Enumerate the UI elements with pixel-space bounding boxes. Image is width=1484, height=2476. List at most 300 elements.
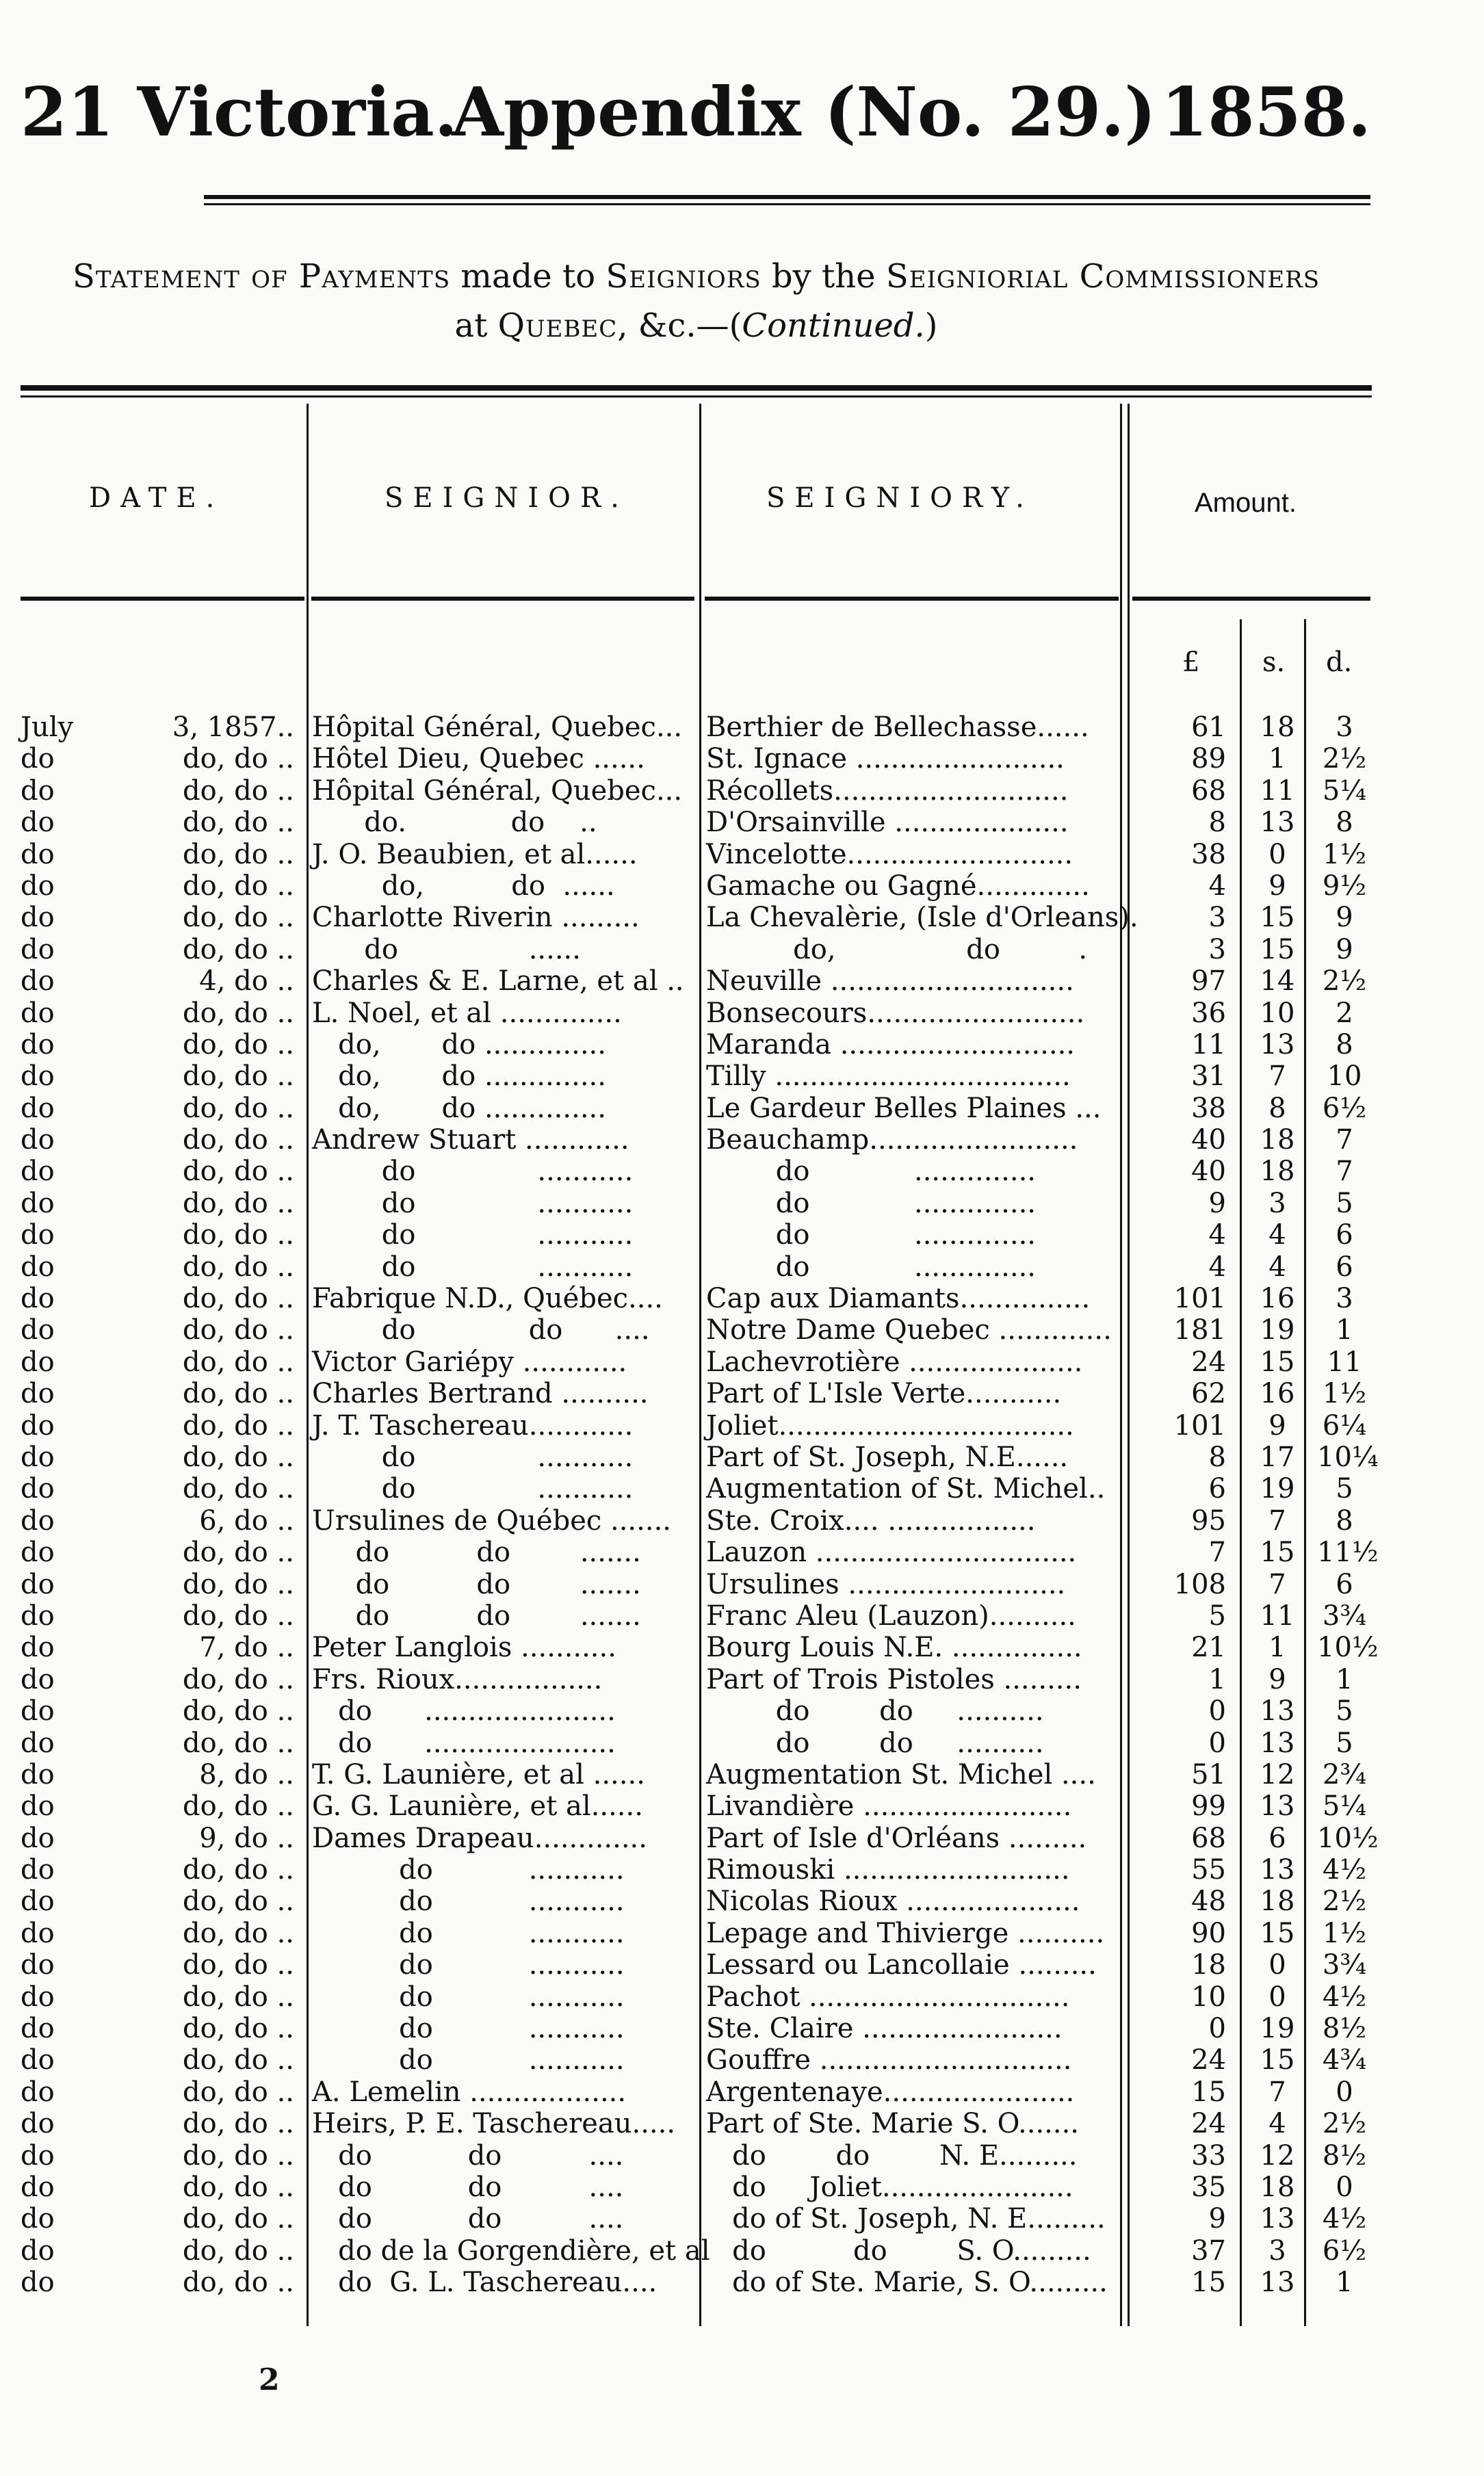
- title-line-1: [21, 252, 1372, 301]
- cell-shillings: 13: [1260, 1854, 1295, 1886]
- cell-date: do, do ..: [183, 1949, 294, 1981]
- cell-pounds: 95: [1191, 1504, 1226, 1537]
- cell-date: do, do ..: [183, 743, 294, 775]
- cell-month: do: [21, 1060, 55, 1093]
- cell-seigniory: Vincelotte..........................: [706, 838, 1073, 870]
- cell-seigniory: Ursulines .........................: [706, 1568, 1066, 1600]
- page-number: 2: [259, 2362, 280, 2397]
- cell-date: do, do ..: [183, 1409, 294, 1442]
- cell-shillings: 18: [1260, 1124, 1295, 1156]
- cell-pounds: 6: [1208, 1473, 1226, 1505]
- cell-seigniory: do of St. Joseph, N. E.........: [706, 2203, 1106, 2235]
- cell-seigniory: Joliet..................................: [706, 1409, 1074, 1442]
- cell-month: do: [21, 1251, 55, 1283]
- cell-seignior: do ...........: [312, 2013, 625, 2045]
- cell-shillings: 18: [1260, 712, 1295, 743]
- cell-seignior: do ...........: [312, 1251, 634, 1283]
- table-row: [0, 2235, 1484, 2267]
- cell-shillings: 13: [1260, 1028, 1295, 1060]
- table-row: [0, 1442, 1484, 1473]
- cell-seignior: do ...........: [312, 1473, 634, 1505]
- cell-shillings: 15: [1260, 1346, 1295, 1378]
- statement-title: [21, 252, 1372, 350]
- cell-pence: 11½: [1317, 1537, 1379, 1569]
- cell-seignior: do. do ..: [312, 807, 597, 839]
- cell-month: do: [21, 1568, 55, 1600]
- cell-month: do: [21, 965, 55, 998]
- cell-pounds: 21: [1191, 1632, 1226, 1664]
- cell-month: do: [21, 2076, 55, 2108]
- cell-shillings: 13: [1260, 2203, 1295, 2235]
- cell-date: do, do ..: [183, 1124, 294, 1156]
- table-row: [0, 775, 1484, 807]
- cell-pence: 6½: [1322, 2234, 1367, 2267]
- cell-date: do, do ..: [183, 774, 294, 807]
- table-row: [0, 743, 1484, 774]
- cell-month: do: [21, 1790, 55, 1823]
- table-row: [0, 1029, 1484, 1060]
- cell-seignior: Frs. Rioux.................: [312, 1663, 603, 1695]
- cell-seignior: Andrew Stuart ............: [312, 1124, 629, 1156]
- cell-seigniory: Part of Ste. Marie S. O.......: [706, 2108, 1080, 2140]
- cell-shillings: 9: [1268, 1663, 1286, 1695]
- table-row: [0, 965, 1484, 997]
- cell-month: do: [21, 1504, 55, 1537]
- table-top-rule-thick: [21, 385, 1372, 391]
- cell-pence: 2½: [1322, 2108, 1367, 2140]
- table-row: [0, 1060, 1484, 1092]
- table-row: [0, 839, 1484, 870]
- cell-seignior: Hôpital Général, Quebec...: [312, 712, 683, 743]
- cell-shillings: 13: [1260, 1695, 1295, 1728]
- cell-seigniory: Cap aux Diamants...............: [706, 1283, 1091, 1315]
- table-row: [0, 1823, 1484, 1854]
- cell-shillings: 4: [1268, 1251, 1286, 1283]
- cell-seigniory: Neuville ............................: [706, 965, 1074, 998]
- cell-shillings: 7: [1268, 1060, 1286, 1093]
- cell-seigniory: do do S. O.........: [706, 2234, 1091, 2267]
- cell-shillings: 13: [1260, 2267, 1295, 2299]
- cell-pence: 8½: [1322, 2013, 1367, 2045]
- cell-date: do, do ..: [183, 1695, 294, 1728]
- cell-pounds: 68: [1191, 774, 1226, 807]
- cell-seigniory: Augmentation of St. Michel..: [706, 1473, 1106, 1505]
- table-row: [0, 1314, 1484, 1346]
- cell-pence: 5: [1336, 1727, 1353, 1759]
- cell-month: do: [21, 1283, 55, 1315]
- table-row: [0, 1695, 1484, 1727]
- cell-date: do, do ..: [183, 1473, 294, 1505]
- title-continued: Continued.: [742, 307, 925, 345]
- cell-shillings: 18: [1260, 1156, 1295, 1188]
- cell-shillings: 15: [1260, 1917, 1295, 1949]
- table-row: [0, 1728, 1484, 1759]
- cell-pounds: 1: [1208, 1663, 1226, 1695]
- cell-seignior: do ...........: [312, 1187, 634, 1219]
- cell-pence: 4½: [1322, 1981, 1367, 2013]
- cell-month: do: [21, 1695, 55, 1728]
- cell-pounds: 99: [1191, 1790, 1226, 1823]
- cell-pence: 6¼: [1322, 1409, 1367, 1442]
- cell-pounds: 40: [1191, 1156, 1226, 1188]
- cell-pence: 6: [1336, 1568, 1353, 1600]
- cell-date: do, do ..: [183, 1790, 294, 1823]
- cell-pounds: 10: [1191, 1981, 1226, 2013]
- cell-month: do: [21, 1886, 55, 1918]
- col-header-seigniory: SEIGNIORY.: [766, 482, 1034, 514]
- cell-date: do, do ..: [183, 2139, 294, 2172]
- cell-pounds: 55: [1191, 1854, 1226, 1886]
- cell-seignior: do do .......: [312, 1568, 641, 1600]
- cell-pounds: 3: [1208, 933, 1226, 965]
- top-rule-thin: [204, 203, 1370, 205]
- cell-date: do, do ..: [183, 2267, 294, 2299]
- cell-seigniory: Gamache ou Gagné.............: [706, 870, 1090, 902]
- cell-pounds: 38: [1191, 838, 1226, 870]
- cell-shillings: 15: [1260, 2044, 1295, 2076]
- cell-month: do: [21, 2203, 55, 2235]
- cell-seignior: do ...........: [312, 1886, 625, 1918]
- cell-seignior: do, do ..............: [312, 1060, 606, 1093]
- payments-table: [0, 712, 1484, 2299]
- cell-seignior: Hôpital Général, Quebec...: [312, 774, 683, 807]
- cell-pence: 1½: [1322, 1917, 1367, 1949]
- table-row: [0, 2172, 1484, 2203]
- table-row: [0, 1219, 1484, 1251]
- cell-shillings: 16: [1260, 1378, 1295, 1410]
- cell-seigniory: Ste. Croix.... .................: [706, 1504, 1036, 1537]
- cell-seigniory: Maranda ...........................: [706, 1028, 1076, 1060]
- cell-seigniory: Bourg Louis N.E. ...............: [706, 1632, 1082, 1664]
- table-row: [0, 1790, 1484, 1822]
- cell-seigniory: Livandière ........................: [706, 1790, 1072, 1823]
- title-commissioners: Seigniorial Commissioners: [885, 257, 1320, 296]
- cell-pounds: 15: [1191, 2267, 1226, 2299]
- cell-month: do: [21, 1314, 55, 1346]
- cell-pence: 8: [1336, 807, 1353, 839]
- cell-seigniory: do do ..........: [706, 1695, 1044, 1728]
- cell-seignior: Victor Gariépy ............: [312, 1346, 627, 1378]
- table-row: [0, 1156, 1484, 1187]
- cell-month: do: [21, 2139, 55, 2172]
- cell-seigniory: Part of Trois Pistoles .........: [706, 1663, 1082, 1695]
- cell-seignior: T. G. Launière, et al ......: [312, 1758, 645, 1790]
- cell-seigniory: Part of Isle d'Orléans .........: [706, 1822, 1087, 1854]
- cell-seignior: Dames Drapeau.............: [312, 1822, 647, 1854]
- cell-date: do, do ..: [183, 1886, 294, 1918]
- cell-seignior: do, do ..............: [312, 1028, 606, 1060]
- cell-pounds: 9: [1208, 2203, 1226, 2235]
- cell-seigniory: Notre Dame Quebec .............: [706, 1314, 1112, 1346]
- cell-date: do, do ..: [183, 807, 294, 839]
- cell-date: do, do ..: [183, 1854, 294, 1886]
- cell-seigniory: Nicolas Rioux ....................: [706, 1886, 1080, 1918]
- cell-shillings: 13: [1260, 1790, 1295, 1823]
- cell-month: do: [21, 1537, 55, 1569]
- cell-seigniory: do, do .: [706, 933, 1088, 965]
- cell-seigniory: Tilly ..................................: [706, 1060, 1071, 1093]
- cell-seignior: A. Lemelin ..................: [312, 2076, 627, 2108]
- table-row: [0, 1759, 1484, 1790]
- cell-pence: 3¾: [1322, 1949, 1367, 1981]
- table-row: [0, 998, 1484, 1029]
- cell-seignior: do ...........: [312, 1981, 625, 2013]
- header-dash-seigniory: [705, 597, 1119, 601]
- table-row: [0, 1537, 1484, 1568]
- cell-pence: 1: [1336, 2267, 1353, 2299]
- cell-shillings: 11: [1260, 1600, 1295, 1632]
- cell-pence: 0: [1336, 2076, 1353, 2108]
- cell-seignior: do ......: [312, 933, 581, 965]
- header-dash-date: [21, 597, 304, 601]
- table-row: [0, 2044, 1484, 2076]
- cell-pence: 5¼: [1322, 1790, 1367, 1823]
- cell-pence: 8: [1336, 1028, 1353, 1060]
- cell-seignior: L. Noel, et al ..............: [312, 997, 622, 1029]
- table-row: [0, 1505, 1484, 1537]
- cell-date: do, do ..: [183, 1981, 294, 2013]
- cell-pence: 7: [1336, 1156, 1353, 1188]
- cell-date: do, do ..: [183, 1727, 294, 1759]
- cell-pounds: 97: [1191, 965, 1226, 998]
- title-line-2: [21, 301, 1372, 350]
- cell-pounds: 68: [1191, 1822, 1226, 1854]
- cell-month: do: [21, 2171, 55, 2203]
- cell-pence: 8: [1336, 1504, 1353, 1537]
- table-row: [0, 1188, 1484, 1219]
- cell-seigniory: Lessard ou Lancollaie .........: [706, 1949, 1097, 1981]
- cell-date: do, do ..: [183, 2044, 294, 2076]
- cell-shillings: 1: [1268, 1632, 1286, 1664]
- cell-month: do: [21, 870, 55, 902]
- cell-pounds: 35: [1191, 2171, 1226, 2203]
- cell-seignior: do do ....: [312, 2139, 624, 2172]
- cell-pounds: 4: [1208, 870, 1226, 902]
- cell-seignior: do, do ......: [312, 870, 615, 902]
- cell-month: do: [21, 1219, 55, 1251]
- table-row: [0, 1854, 1484, 1886]
- cell-date: do, do ..: [183, 1092, 294, 1124]
- cell-seignior: do ...........: [312, 1854, 625, 1886]
- cell-date: do, do ..: [183, 1568, 294, 1600]
- title-by-the: by the: [761, 257, 886, 296]
- cell-shillings: 14: [1260, 965, 1295, 998]
- cell-month: do: [21, 1727, 55, 1759]
- table-row: [0, 1569, 1484, 1600]
- cell-pounds: 108: [1173, 1568, 1226, 1600]
- cell-pounds: 37: [1191, 2234, 1226, 2267]
- cell-seigniory: Gouffre .............................: [706, 2044, 1072, 2076]
- cell-pence: 5: [1336, 1187, 1353, 1219]
- cell-date: do, do ..: [183, 1537, 294, 1569]
- table-row: [0, 902, 1484, 933]
- cell-shillings: 3: [1268, 2234, 1286, 2267]
- cell-pounds: 31: [1191, 1060, 1226, 1093]
- table-row: [0, 1283, 1484, 1314]
- cell-month: do: [21, 902, 55, 934]
- table-row: [0, 2108, 1484, 2139]
- cell-seigniory: La Chevalèrie, (Isle d'Orleans).: [706, 902, 1138, 934]
- cell-shillings: 18: [1260, 1886, 1295, 1918]
- title-at: at: [454, 307, 498, 345]
- table-row: [0, 1981, 1484, 2013]
- cell-pence: 2½: [1322, 743, 1367, 775]
- cell-shillings: 18: [1260, 2171, 1295, 2203]
- cell-pence: 5: [1336, 1473, 1353, 1505]
- cell-shillings: 6: [1268, 1822, 1286, 1854]
- cell-pence: 11: [1327, 1346, 1362, 1378]
- cell-month: do: [21, 2108, 55, 2140]
- cell-month: do: [21, 2013, 55, 2045]
- cell-pence: 5¼: [1322, 774, 1367, 807]
- cell-month: do: [21, 2234, 55, 2267]
- cell-seigniory: St. Ignace ........................: [706, 743, 1065, 775]
- table-row: [0, 1124, 1484, 1156]
- cell-month: do: [21, 1346, 55, 1378]
- cell-seignior: Charles Bertrand ..........: [312, 1378, 649, 1410]
- cell-seignior: do de la Gorgendière, et al: [312, 2234, 710, 2267]
- cell-month: do: [21, 1409, 55, 1442]
- cell-pounds: 0: [1208, 1695, 1226, 1728]
- cell-seignior: do do ....: [312, 2203, 624, 2235]
- cell-pence: 2½: [1322, 965, 1367, 998]
- cell-seigniory: Part of L'Isle Verte...........: [706, 1378, 1062, 1410]
- cell-month: do: [21, 1758, 55, 1790]
- cell-seigniory: do do N. E.........: [706, 2139, 1078, 2172]
- cell-pence: 3¾: [1322, 1600, 1367, 1632]
- cell-month: do: [21, 1917, 55, 1949]
- cell-shillings: 19: [1260, 1314, 1295, 1346]
- cell-seigniory: Lachevrotière ....................: [706, 1346, 1083, 1378]
- cell-date: do, do ..: [183, 870, 294, 902]
- table-row: [0, 1093, 1484, 1124]
- header-dash-seignior: [311, 597, 694, 601]
- cell-date: do, do ..: [183, 1187, 294, 1219]
- cell-pounds: 38: [1191, 1092, 1226, 1124]
- title-made-to: made to: [450, 257, 606, 296]
- cell-pounds: 36: [1191, 997, 1226, 1029]
- cell-date: 3, 1857..: [172, 712, 294, 743]
- cell-pounds: 7: [1208, 1537, 1226, 1569]
- cell-pounds: 51: [1191, 1758, 1226, 1790]
- table-row: [0, 1410, 1484, 1442]
- cell-seigniory: do ..............: [706, 1156, 1036, 1188]
- cell-date: do, do ..: [183, 1283, 294, 1315]
- cell-seigniory: do ..............: [706, 1251, 1036, 1283]
- cell-date: do, do ..: [183, 1060, 294, 1093]
- cell-date: do, do ..: [183, 1663, 294, 1695]
- table-row: [0, 2267, 1484, 2298]
- cell-seigniory: Beauchamp........................: [706, 1124, 1078, 1156]
- cell-seigniory: Ste. Claire .......................: [706, 2013, 1063, 2045]
- cell-date: do, do ..: [183, 1600, 294, 1632]
- col-header-date: DATE.: [89, 482, 224, 514]
- cell-pounds: 90: [1191, 1917, 1226, 1949]
- cell-pence: 1: [1336, 1663, 1353, 1695]
- cell-pounds: 0: [1208, 2013, 1226, 2045]
- table-row: [0, 1918, 1484, 1949]
- cell-date: do, do ..: [183, 1219, 294, 1251]
- table-row: [0, 1251, 1484, 1283]
- cell-seignior: do ...........: [312, 1219, 634, 1251]
- cell-date: 4, do ..: [199, 965, 294, 998]
- cell-seignior: do do ....: [312, 1314, 650, 1346]
- unit-shillings: s.: [1262, 647, 1286, 678]
- cell-shillings: 0: [1268, 838, 1286, 870]
- cell-shillings: 4: [1268, 2108, 1286, 2140]
- cell-month: do: [21, 807, 55, 839]
- cell-pounds: 89: [1191, 743, 1226, 775]
- table-row: [0, 1473, 1484, 1504]
- cell-month: do: [21, 1473, 55, 1505]
- header-session: 21 Victoria.: [21, 73, 458, 152]
- cell-date: do, do ..: [183, 1251, 294, 1283]
- unit-pence: d.: [1326, 647, 1353, 678]
- cell-seignior: do ...........: [312, 1441, 634, 1473]
- cell-shillings: 15: [1260, 902, 1295, 934]
- header-appendix: Appendix (No. 29.): [452, 73, 1156, 152]
- cell-date: 7, do ..: [199, 1632, 294, 1664]
- cell-shillings: 12: [1260, 1758, 1295, 1790]
- cell-seignior: do, do ..............: [312, 1092, 606, 1124]
- cell-seigniory: D'Orsainville ....................: [706, 807, 1069, 839]
- cell-date: do, do ..: [183, 2234, 294, 2267]
- cell-pounds: 4: [1208, 1251, 1226, 1283]
- cell-seigniory: do Joliet......................: [706, 2171, 1073, 2203]
- cell-month: do: [21, 1663, 55, 1695]
- cell-shillings: 16: [1260, 1283, 1295, 1315]
- table-row: [0, 1378, 1484, 1409]
- cell-month: do: [21, 1124, 55, 1156]
- cell-seignior: Ursulines de Québec .......: [312, 1504, 671, 1537]
- cell-pounds: 61: [1191, 712, 1226, 743]
- cell-seigniory: Part of St. Joseph, N.E......: [706, 1441, 1069, 1473]
- cell-shillings: 7: [1268, 1568, 1286, 1600]
- cell-pence: 9: [1336, 902, 1353, 934]
- cell-pence: 9½: [1322, 870, 1367, 902]
- cell-shillings: 13: [1260, 807, 1295, 839]
- cell-pounds: 101: [1173, 1283, 1226, 1315]
- cell-seignior: do G. L. Taschereau....: [312, 2267, 658, 2299]
- table-row: [0, 934, 1484, 965]
- table-row: [0, 1346, 1484, 1378]
- table-row: [0, 1632, 1484, 1663]
- table-row: [0, 2076, 1484, 2108]
- cell-pounds: 9: [1208, 1187, 1226, 1219]
- cell-seignior: G. G. Launière, et al......: [312, 1790, 643, 1823]
- cell-shillings: 4: [1268, 1219, 1286, 1251]
- cell-shillings: 8: [1268, 1092, 1286, 1124]
- cell-shillings: 17: [1260, 1441, 1295, 1473]
- cell-pounds: 18: [1191, 1949, 1226, 1981]
- table-row: [0, 870, 1484, 902]
- cell-pence: 4½: [1322, 2203, 1367, 2235]
- cell-shillings: 13: [1260, 1727, 1295, 1759]
- cell-pounds: 181: [1173, 1314, 1226, 1346]
- col-header-seignior: SEIGNIOR.: [385, 482, 629, 514]
- cell-seigniory: Le Gardeur Belles Plaines ...: [706, 1092, 1102, 1124]
- cell-seigniory: Récollets...........................: [706, 774, 1069, 807]
- cell-month: do: [21, 1028, 55, 1060]
- cell-shillings: 9: [1268, 870, 1286, 902]
- cell-pence: 7: [1336, 1124, 1353, 1156]
- cell-month: do: [21, 1378, 55, 1410]
- cell-shillings: 15: [1260, 1537, 1295, 1569]
- cell-pence: 10: [1327, 1060, 1362, 1093]
- cell-seigniory: Rimouski ..........................: [706, 1854, 1070, 1886]
- cell-seignior: Peter Langlois ...........: [312, 1632, 616, 1664]
- cell-shillings: 7: [1268, 1504, 1286, 1537]
